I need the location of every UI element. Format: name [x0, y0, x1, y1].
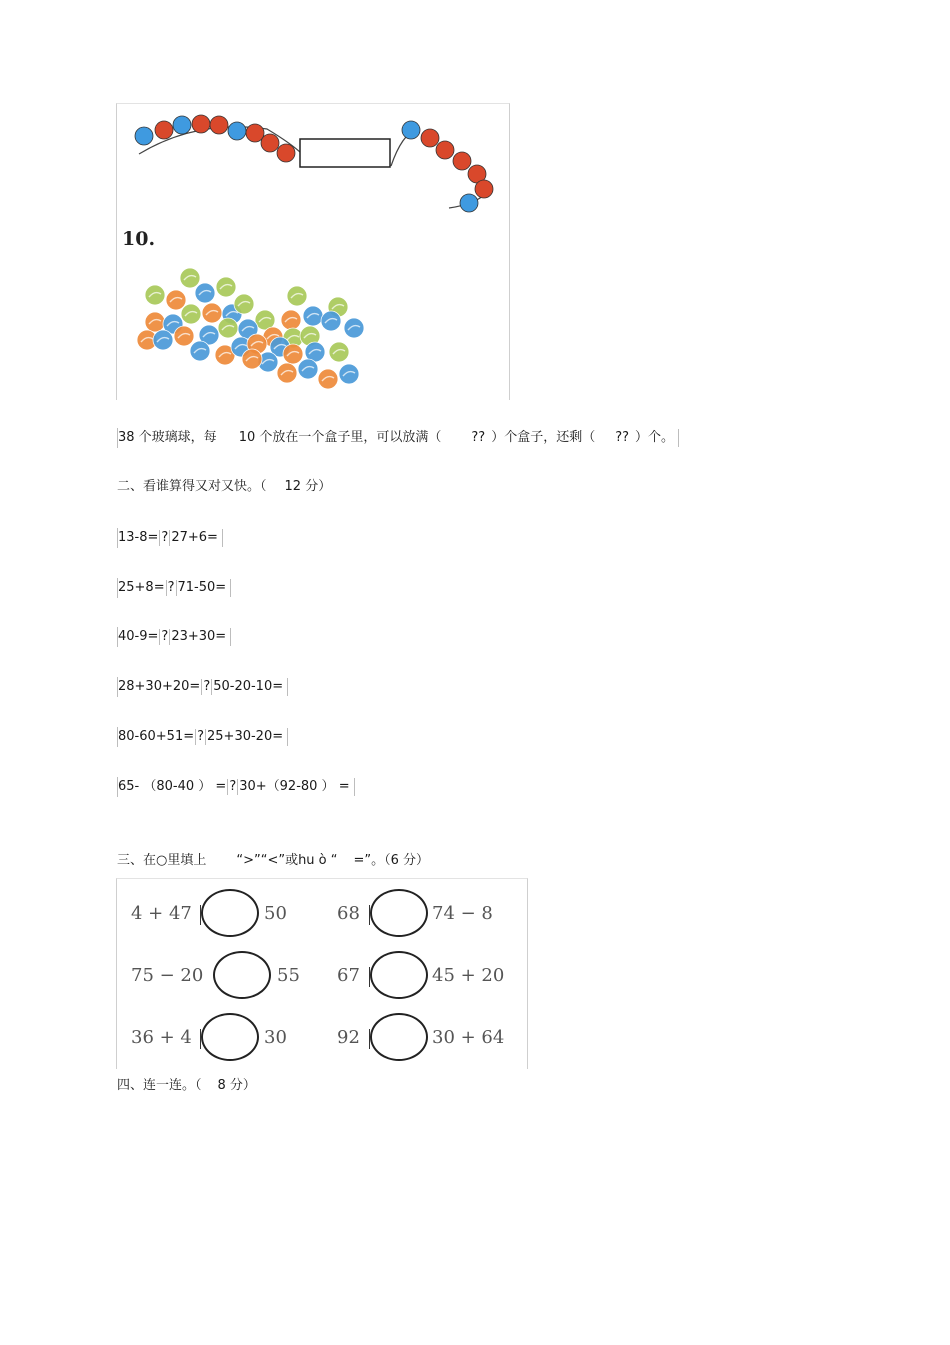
- answer-blank-boxes[interactable]: ??: [471, 430, 486, 445]
- compare-right-6: 30 + 64: [432, 1027, 505, 1048]
- compare-right-3: 55: [277, 965, 300, 986]
- section2-points: 12 分）: [284, 479, 332, 494]
- calc-row: [117, 528, 223, 548]
- red-bead: [277, 144, 295, 162]
- section4-points: 8 分）: [217, 1078, 256, 1093]
- calc-left-expr: 65- （80-40 ） =: [118, 779, 227, 794]
- calc-right-expr: 30+（92-80 ） =: [239, 779, 350, 794]
- compare-right-1: 50: [264, 903, 287, 924]
- section3-title-a: 三、在○里填上: [117, 853, 207, 868]
- compare-left-2: 68: [337, 903, 360, 924]
- red-bead: [261, 134, 279, 152]
- compare-right-2: 74 − 8: [432, 903, 493, 924]
- compare-circle-5[interactable]: [201, 1013, 259, 1061]
- red-bead: [210, 116, 228, 134]
- blue-bead: [228, 122, 246, 140]
- calc-left-expr: 25+8=: [118, 580, 165, 595]
- compare-left-3: 75 − 20: [131, 965, 204, 986]
- section3-title-b: “>”“<”或hu ò “: [236, 853, 338, 868]
- calc-placeholder-mark: ?: [203, 679, 211, 694]
- calc-left-expr: 13-8=: [118, 530, 159, 545]
- problem-part4: ）个。: [635, 430, 675, 445]
- blue-bead: [402, 121, 420, 139]
- calc-placeholder-mark: ?: [229, 779, 237, 794]
- calc-right-expr: 71-50=: [177, 580, 227, 595]
- compare-left-4: 67: [337, 965, 360, 986]
- compare-right-5: 30: [264, 1027, 287, 1048]
- compare-left-6: 92: [337, 1027, 360, 1048]
- answer-blank-remainder[interactable]: ??: [615, 430, 630, 445]
- red-bead: [155, 121, 173, 139]
- section2-title: [117, 477, 331, 497]
- section2-title-text: 二、看谁算得又对又快。（: [117, 479, 267, 494]
- calc-row: [117, 627, 231, 647]
- red-bead: [192, 115, 210, 133]
- blue-bead: [460, 194, 478, 212]
- section4-title: [117, 1076, 256, 1096]
- compare-left-1: 4 + 47: [131, 903, 192, 924]
- calc-placeholder-mark: ?: [167, 580, 175, 595]
- blue-bead: [173, 116, 191, 134]
- calc-row: [117, 578, 231, 598]
- red-bead: [246, 124, 264, 142]
- blue-bead: [135, 127, 153, 145]
- calc-placeholder-mark: ?: [161, 629, 169, 644]
- problem-part2: 10 个放在一个盒子里，可以放满（: [238, 430, 442, 445]
- calc-right-expr: 23+30=: [171, 629, 227, 644]
- red-bead: [453, 152, 471, 170]
- compare-circle-1[interactable]: [201, 889, 259, 937]
- red-bead: [475, 180, 493, 198]
- compare-circle-4[interactable]: [370, 951, 428, 999]
- section3-points: 6 分）: [390, 853, 430, 868]
- calc-left-expr: 28+30+20=: [118, 679, 201, 694]
- calc-row: [117, 677, 288, 697]
- calc-placeholder-mark: ?: [197, 729, 205, 744]
- red-bead: [436, 141, 454, 159]
- calc-right-expr: 27+6=: [171, 530, 218, 545]
- bead-and-marble-figure: [116, 103, 510, 400]
- calc-row: [117, 777, 355, 797]
- calc-right-expr: 25+30-20=: [207, 729, 284, 744]
- section3-title: [117, 851, 429, 871]
- compare-circle-6[interactable]: [370, 1013, 428, 1061]
- problem-part1: 38 个玻璃球，每: [118, 430, 217, 445]
- compare-circle-3[interactable]: [213, 951, 271, 999]
- compare-left-5: 36 + 4: [131, 1027, 192, 1048]
- calc-row: [117, 727, 288, 747]
- section3-title-c: =”。（: [353, 853, 391, 868]
- calc-placeholder-mark: ?: [161, 530, 169, 545]
- compare-circle-2[interactable]: [370, 889, 428, 937]
- calc-left-expr: 80-60+51=: [118, 729, 195, 744]
- compare-right-4: 45 + 20: [432, 965, 505, 986]
- question-number: 10.: [122, 228, 156, 250]
- word-problem: [117, 428, 679, 448]
- calc-left-expr: 40-9=: [118, 629, 159, 644]
- section4-title-text: 四、连一连。（: [117, 1078, 202, 1093]
- problem-part3: ）个盒子，还剩（: [491, 430, 596, 445]
- comparison-grid: [116, 878, 528, 1069]
- bead-string-illustration: [117, 104, 509, 400]
- calc-right-expr: 50-20-10=: [213, 679, 284, 694]
- hidden-bead-box: [300, 139, 390, 167]
- red-bead: [421, 129, 439, 147]
